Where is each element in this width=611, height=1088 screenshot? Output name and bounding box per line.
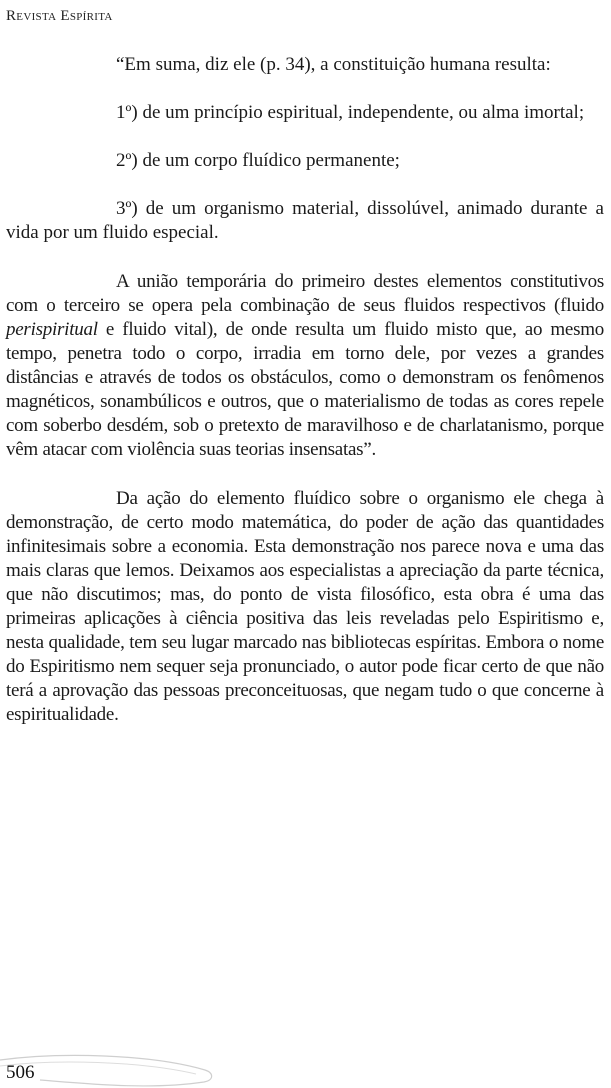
paragraph-fluid-union [6,270,604,462]
body-text [6,53,604,727]
paragraph-fluid-union-end: e fluido vital), de onde resulta um fluido misto que, ao mesmo tempo, penetra todo o corpo, irradia em torno dele, por vezes a grandes distâncias e através de todos os obstáculos, como o demonstram os fenômenos magnéticos, sonambúlicos e outros, que o materialismo de todas as cores repele com soberbo desdém, sob o pretexto de maravilhoso e de charlatanismo, porque vêm atacar com violência suas teorias insensatas”. [6,319,604,460]
paragraph-item-3: 3º) de um organismo material, dissolúvel, animado durante a vida por um fluido especial. [6,198,604,243]
running-head: Revista Espírita [6,8,113,24]
paragraph-quote-intro: “Em suma, diz ele (p. 34), a constituição humana resulta: [116,54,551,75]
paragraph-fluid-union-start: A união temporária do primeiro destes elementos constitutivos com o terceiro se opera pela combinação de seus fluidos respectivos (fluido [6,271,604,316]
page-number: 506 [6,1062,35,1083]
paragraph-fluidic-action: Da ação do elemento fluídico sobre o organismo ele chega à demonstração, de certo modo matemática, do poder de ação das quantidades infinitesimais sobre a economia. Esta demonstração nos parece nova e uma das mais claras que lemos. Deixamos aos especialistas a apreciação da parte técnica, que não discutimos; mas, do ponto de vista filosófico, esta obra é uma das primeiras aplicações à ciência positiva das leis reveladas pelo Espiritismo e, nesta qualidade, tem seu lugar marcado nas bibliotecas espíritas. Embora o nome do Espiritismo nem sequer seja pronunciado, o autor pode ficar certo de que não terá a aprovação das pessoas preconceituosas, que negam tudo o que concerne à espiritualidade. [6,488,604,725]
paragraph-item-1: 1º) de um princípio espiritual, independente, ou alma imortal; [116,102,585,123]
emphasis-perispiritual: perispiritual [6,319,98,340]
paragraph-item-2: 2º) de um corpo fluídico permanente; [116,150,400,171]
decorative-swash [0,1040,230,1088]
